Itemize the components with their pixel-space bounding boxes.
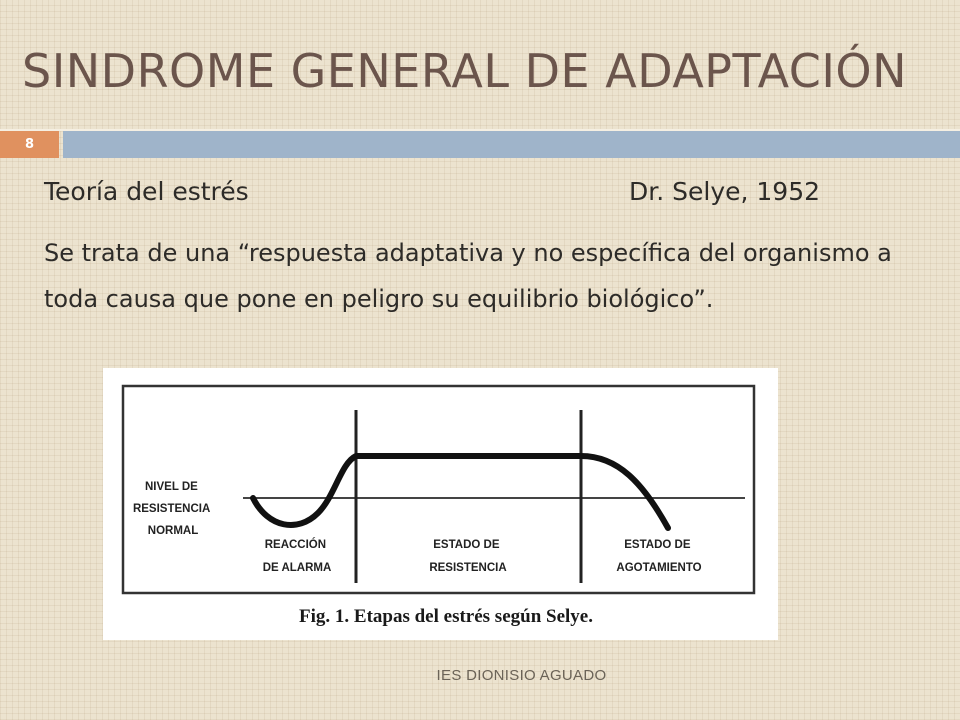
selye-stress-figure [103,368,778,640]
baseline-label: NIVEL DE RESISTENCIA NORMAL [132,481,210,537]
slide-title: SINDROME GENERAL DE ADAPTACIÓN [22,44,908,98]
subtitle-author: Dr. Selye, 1952 [629,177,821,206]
subtitle-theory: Teoría del estrés [44,177,249,206]
phase-label-alarm: REACCIÓN DE ALARMA [262,539,332,574]
phase-label-resistance: ESTADO DE RESISTENCIA [429,539,507,574]
footer-institution: IES DIONISIO AGUADO [436,667,607,684]
resistance-curve [253,456,668,528]
figure-caption: Fig. 1. Etapas del estrés según Selye. [299,606,593,627]
accent-band [63,131,960,158]
definition-text: Se trata de una “respuesta adaptativa y no específica del organismo a toda causa que pone en peligro su equilibrio biológico”. [44,239,892,313]
slide-number: 8 [24,137,35,152]
stress-stages-diagram [103,368,778,640]
phase-label-exhaustion: ESTADO DE AGOTAMIENTO [616,539,702,574]
